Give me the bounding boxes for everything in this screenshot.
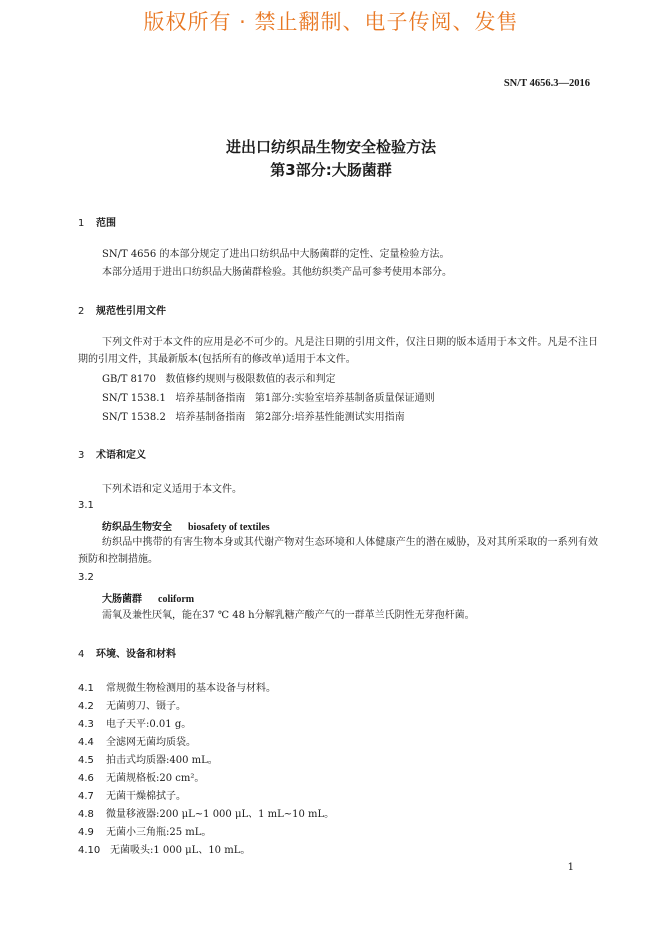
section-title: 范围 (96, 218, 116, 229)
section-heading-terms (78, 446, 146, 461)
equipment-item (78, 824, 211, 841)
standard-number: SN/T 4656.3—2016 (503, 78, 590, 89)
term-heading (102, 518, 270, 533)
scope-paragraph: 本部分适用于进出口纺织品大肠菌群检验。其他纺织类产品可参考使用本部分。 (102, 267, 452, 278)
term-en: coliform (158, 594, 195, 605)
item-number: 4.1 (78, 683, 94, 694)
section-number: 3 (78, 450, 85, 461)
item-text: 全滤网无菌均质袋。 (106, 737, 196, 748)
section-title: 术语和定义 (96, 450, 146, 461)
equipment-item (78, 842, 250, 859)
reference-item: SN/T 1538.2 培养基制备指南 第2部分:培养基性能测试实用指南 (102, 412, 405, 423)
term-en: biosafety of textiles (188, 522, 270, 533)
section-number: 2 (78, 306, 85, 317)
term-zh: 大肠菌群 (102, 594, 142, 605)
item-number: 4.2 (78, 701, 94, 712)
item-text: 无菌剪刀、镊子。 (106, 701, 186, 712)
item-text: 无菌吸头:1 000 μL、10 mL。 (110, 845, 251, 856)
section-title: 规范性引用文件 (96, 306, 166, 317)
item-text: 无菌干燥棉拭子。 (106, 791, 186, 802)
reference-item: SN/T 1538.1 培养基制备指南 第1部分:实验室培养基制备质量保证通则 (102, 393, 435, 404)
equipment-item (78, 680, 276, 697)
item-number: 4.8 (78, 809, 94, 820)
scope-paragraph: SN/T 4656 的本部分规定了进出口纺织品中大肠菌群的定性、定量检验方法。 (102, 249, 450, 260)
equipment-item (78, 770, 204, 787)
item-number: 4.3 (78, 719, 94, 730)
document-subtitle: 第3部分:大肠菌群 (270, 161, 392, 179)
item-number: 4.7 (78, 791, 94, 802)
term-number: 3.2 (78, 572, 94, 583)
section-title: 环境、设备和材料 (96, 649, 176, 660)
reference-item: GB/T 8170 数值修约规则与极限数值的表示和判定 (102, 374, 336, 385)
item-text: 无菌小三角瓶:25 mL。 (106, 827, 212, 838)
equipment-item (78, 734, 196, 751)
terms-intro: 下列术语和定义适用于本文件。 (102, 484, 242, 495)
term-number: 3.1 (78, 500, 94, 511)
equipment-item (78, 716, 191, 733)
document-title: 进出口纺织品生物安全检验方法 (225, 138, 436, 156)
copyright-banner: 版权所有 · 禁止翻制、电子传阅、发售 (143, 10, 519, 34)
equipment-item (78, 806, 334, 823)
term-definition: 需氧及兼性厌氧，能在37 ℃ 48 h分解乳糖产酸产气的一群革兰氏阴性无芽孢杆菌。 (102, 610, 475, 621)
item-text: 无菌规格板:20 cm²。 (106, 773, 205, 784)
item-number: 4.6 (78, 773, 94, 784)
equipment-item (78, 698, 186, 715)
section-number: 1 (78, 218, 85, 229)
section-number: 4 (78, 649, 85, 660)
item-text: 电子天平:0.01 g。 (106, 719, 192, 730)
equipment-item (78, 752, 218, 769)
section-heading-scope (78, 214, 116, 229)
page-number: 1 (567, 862, 574, 873)
section-heading-equipment (78, 645, 176, 660)
item-text: 常规微生物检测用的基本设备与材料。 (106, 683, 276, 694)
item-number: 4.10 (78, 845, 101, 856)
item-text: 微量移液器:200 μL~1 000 μL、1 mL~10 mL。 (106, 809, 335, 820)
equipment-item (78, 788, 186, 805)
term-heading (102, 590, 194, 605)
item-number: 4.5 (78, 755, 94, 766)
item-text: 拍击式均质器:400 mL。 (106, 755, 218, 766)
term-zh: 纺织品生物安全 (102, 522, 172, 533)
item-number: 4.9 (78, 827, 94, 838)
term-definition: 纺织品中携带的有害生物本身或其代谢产物对生态环境和人体健康产生的潜在威胁，及对其所采取的一系列有效预防和控制措施。 (78, 537, 598, 565)
normative-intro: 下列文件对于本文件的应用是必不可少的。凡是注日期的引用文件，仅注日期的版本适用于本文件。凡是不注日期的引用文件，其最新版本(包括所有的修改单)适用于本文件。 (78, 337, 598, 365)
item-number: 4.4 (78, 737, 94, 748)
section-heading-normative (78, 302, 166, 317)
